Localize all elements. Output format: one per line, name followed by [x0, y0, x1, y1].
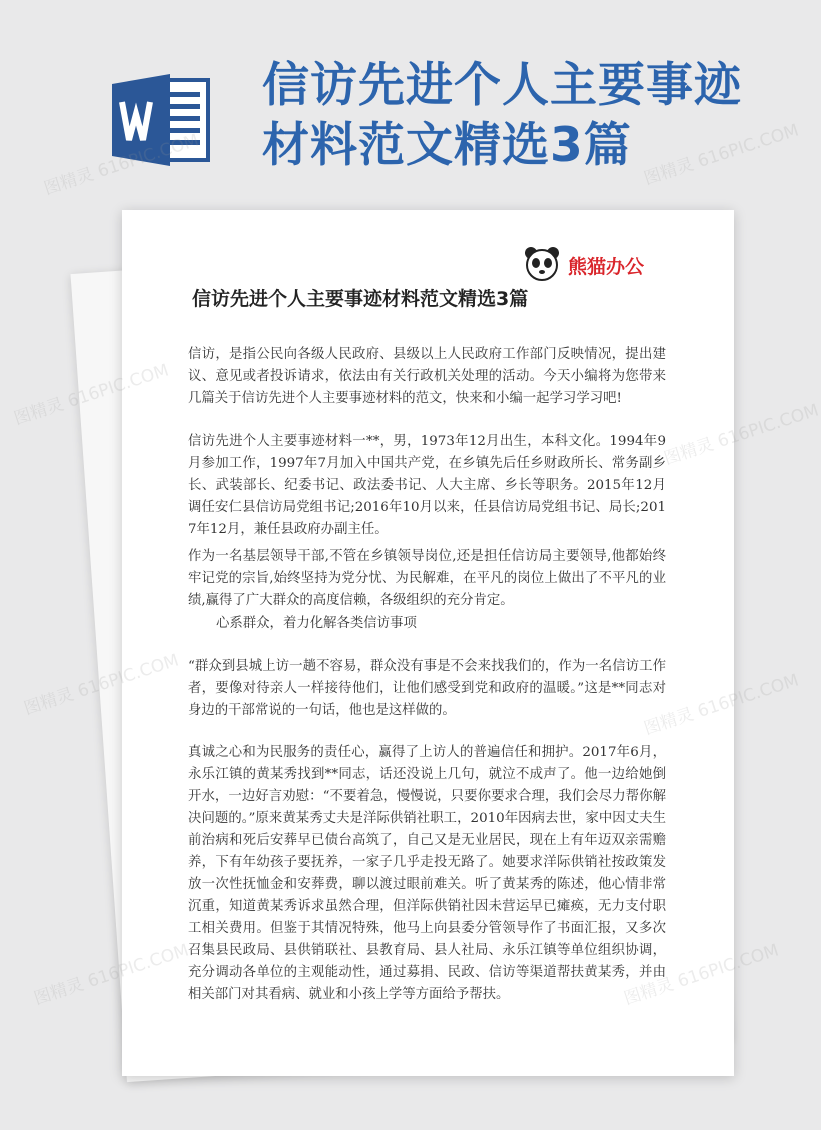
- page-title: [262, 56, 782, 176]
- watermark: 616PIC.COM: [695, 670, 802, 722]
- page-title-line-2: 材料范文精选3篇: [262, 118, 632, 173]
- watermark: 图精灵: [11, 394, 67, 430]
- paragraph-profile: 信访先进个人主要事迹材料一**，男，1973年12月出生，本科文化。1994年9月参加工作，1997年7月加入中国共产党，在乡镇先后任乡财政所长、常务副乡长、武装部长、纪委书记、政法委书记、人大主席、乡长等职务。2015年12月调任安仁县信访局党组书记;2016年10月以来，任县信访局党组书记、局长;2017年12月，兼任县政府办副主任。: [188, 434, 666, 537]
- page-title-line-1: 信访先进个人主要事迹: [262, 58, 742, 113]
- paragraph-summary: 作为一名基层领导干部,不管在乡镇领导岗位,还是担任信访局主要领导,他都始终牢记党的宗旨,始终坚持为党分忧、为民解难，在平凡的岗位上做出了不平凡的业绩,赢得了广大群众的高度信赖，各级组织的充分肯定。: [188, 549, 666, 608]
- paragraph-story: 真诚之心和为民服务的责任心，赢得了上访人的普遍信任和拥护。2017年6月，永乐江镇的黄某秀找到**同志，话还没说上几句，就泣不成声了。他一边给她倒开水，一边好言劝慰：“不要着急，慢慢说，只要你要求合理，我们会尽力帮你解决问题的。”原来黄某秀丈夫是洋际供销社职工，2010年因病去世，家中因丈夫生前治病和死后安葬早已债台高筑了，自己又是无业居民，现在上有年迈双亲需赡养，下有年幼孩子要抚养，一家子几乎走投无路了。她要求洋际供销社按政策发放一次性抚恤金和安葬费，聊以渡过眼前难关。听了黄某秀的陈述，他心情非常沉重，知道黄某秀诉求虽然合理，但洋际供销社因未营运早已瘫痪，无力支付职工相关费用。但鉴于其情况特殊，他马上向县委分管领导作了书面汇报，又多次召集县民政局、县供销联社、县教育局、县人社局、永乐江镇等单位组织协调，充分调动各单位的主观能动性，通过募捐、民政、信访等渠道帮扶黄某秀，并由相关部门对其看病、就业和小孩上学等方面给予帮扶。: [188, 745, 666, 1002]
- watermark: 图精灵 616PIC.COM: [31, 940, 192, 1010]
- watermark: 图精灵 616PIC.COM: [641, 120, 802, 190]
- watermark: 图精灵 616PIC.COM: [661, 400, 821, 470]
- watermark: 图精灵: [21, 684, 77, 720]
- brand-logo: [522, 244, 722, 284]
- document-title: 信访先进个人主要事迹材料范文精选3篇: [192, 288, 529, 310]
- document-page: [122, 210, 734, 1076]
- panda-logo-icon: [522, 244, 562, 284]
- logo-text: 熊猫办公: [568, 256, 645, 278]
- paragraph-quote: “群众到县城上访一趟不容易，群众没有事是不会来找我们的，作为一名信访工作者，要像对待亲人一样接待他们，让他们感受到党和政府的温暖。”这是**同志对身边的干部常说的一句话，他也是这样做的。: [188, 659, 666, 718]
- section-heading: 心系群众，着力化解各类信访事项: [216, 616, 417, 631]
- watermark: 图精灵 616PIC.COM: [41, 130, 202, 200]
- word-document-icon: [112, 72, 212, 168]
- paragraph-intro: 信访，是指公民向各级人民政府、县级以上人民政府工作部门反映情况，提出建议、意见或者投诉请求，依法由有关行政机关处理的活动。今天小编将为您带来几篇关于信访先进个人主要事迹材料的范文，快来和小编一起学习学习吧!: [188, 347, 666, 406]
